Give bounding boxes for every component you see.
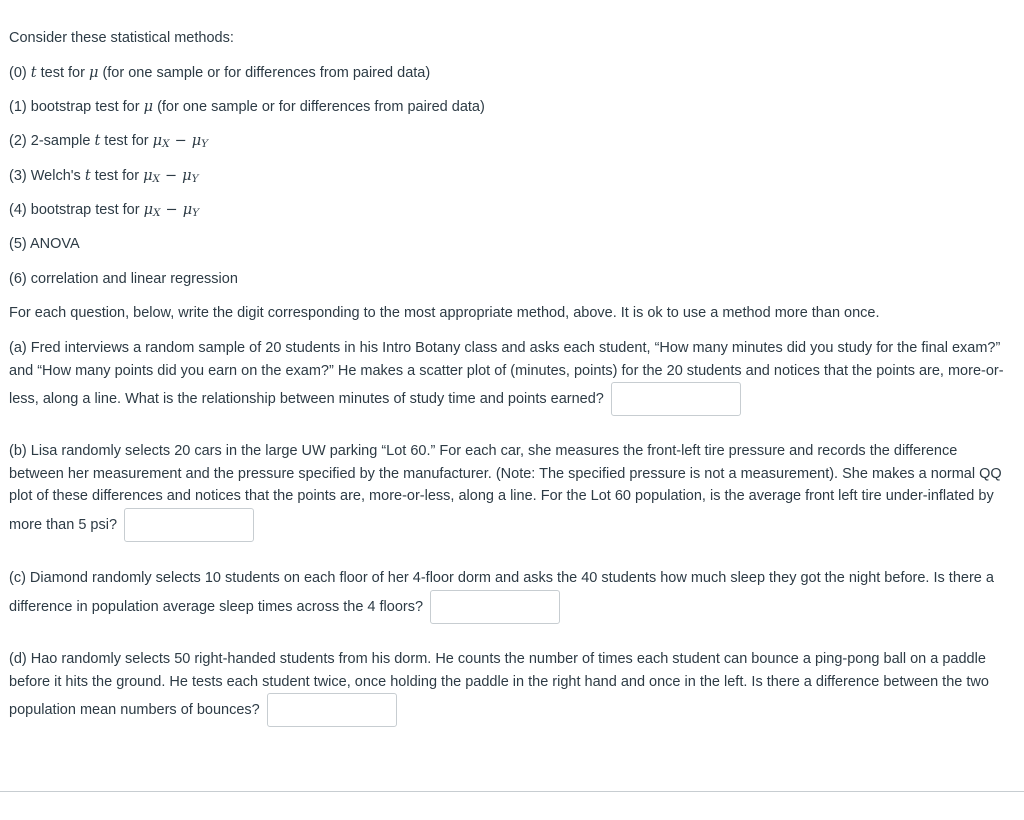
answer-input-c[interactable] bbox=[430, 590, 560, 624]
method-number: (2) bbox=[9, 133, 27, 149]
method-text: test for bbox=[100, 133, 153, 149]
method-number: (0) bbox=[9, 65, 27, 81]
answer-input-b[interactable] bbox=[124, 508, 254, 542]
method-1 bbox=[9, 99, 485, 115]
method-5 bbox=[9, 236, 80, 252]
mu-difference: μX − μY bbox=[152, 133, 209, 150]
method-3 bbox=[9, 168, 199, 185]
mu-difference: μX − μY bbox=[143, 202, 200, 219]
method-text: bootstrap test for bbox=[26, 99, 144, 115]
mu-difference: μX − μY bbox=[143, 168, 199, 185]
instructions-text: For each question, below, write the digit corresponding to the most appropriate method, above. It is ok to use a method more than once. bbox=[9, 305, 880, 321]
method-number: (5) bbox=[9, 236, 27, 252]
method-text: test for bbox=[90, 168, 144, 184]
method-text: bootstrap test for bbox=[26, 202, 144, 218]
question-c-text: (c) Diamond randomly selects 10 students on each floor of her 4-floor dorm and asks the 40 students how much sleep they got the night before. Is there a difference in population average sleep times across the 4 floors? bbox=[9, 570, 994, 615]
question-b bbox=[9, 440, 1015, 542]
question-a bbox=[9, 337, 1015, 416]
method-2 bbox=[9, 133, 208, 150]
mu-symbol: μ bbox=[88, 65, 99, 81]
t-symbol: t bbox=[30, 65, 37, 81]
question-d bbox=[9, 648, 1015, 727]
question-a-text: (a) Fred interviews a random sample of 20 students in his Intro Botany class and asks each student, “How many minutes did you study for the final exam?” and “How many points did you earn on the exam?” He makes a scatter plot of (minutes, points) for the 20 students and notices that the points are, more-or-less, along a line. What is the relationship between minutes of study time and points earned? bbox=[9, 340, 1004, 407]
method-text: test for bbox=[36, 65, 89, 81]
question-d-text: (d) Hao randomly selects 50 right-handed students from his dorm. He counts the number of times each student can bounce a ping-pong ball on a paddle before it hits the ground. He tests each student twice, once holding the paddle in the right hand and once in the left. Is there a difference between the two population mean numbers of bounces? bbox=[9, 651, 989, 718]
method-number: (6) bbox=[9, 271, 27, 287]
mu-symbol: μ bbox=[143, 99, 154, 115]
method-number: (1) bbox=[9, 99, 27, 115]
answer-input-a[interactable] bbox=[611, 382, 741, 416]
method-text: 2-sample bbox=[26, 133, 95, 149]
answer-input-d[interactable] bbox=[267, 693, 397, 727]
method-number: (4) bbox=[9, 202, 27, 218]
intro-text: Consider these statistical methods: bbox=[9, 30, 234, 46]
method-text-tail: (for one sample or for differences from paired data) bbox=[153, 99, 485, 115]
question-b-text: (b) Lisa randomly selects 20 cars in the large UW parking “Lot 60.” For each car, she measures the front-left tire pressure and records the difference between her measurement and the pressure specified by the manufacturer. (Note: The specified pressure is not a measurement). She makes a normal QQ plot of these differences and notices that the points are, more-or-less, along a line. For the Lot 60 population, is the average front left tire under-inflated by more than 5 psi? bbox=[9, 443, 1002, 533]
t-symbol: t bbox=[94, 133, 101, 149]
method-text-tail: (for one sample or for differences from paired data) bbox=[98, 65, 431, 81]
t-symbol: t bbox=[84, 168, 91, 184]
method-0 bbox=[9, 65, 430, 81]
method-4 bbox=[9, 202, 199, 219]
method-text: ANOVA bbox=[26, 236, 80, 252]
method-number: (3) bbox=[9, 168, 27, 184]
method-text: Welch's bbox=[26, 168, 85, 184]
bottom-divider bbox=[0, 791, 1024, 792]
question-c bbox=[9, 567, 1015, 624]
method-6 bbox=[9, 271, 238, 287]
method-text: correlation and linear regression bbox=[26, 271, 238, 287]
